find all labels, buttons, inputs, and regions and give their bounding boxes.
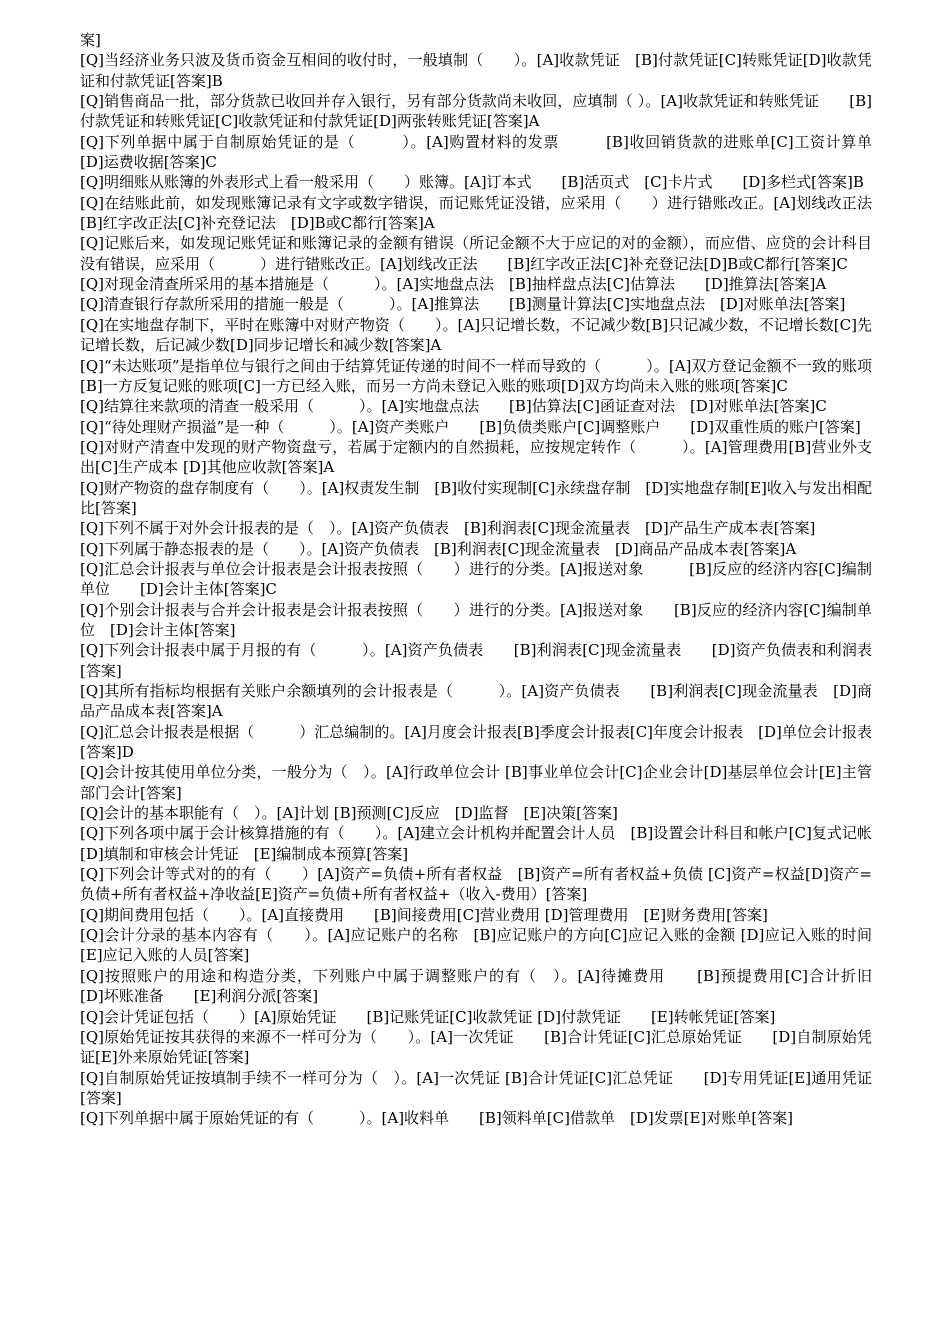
question-paragraph: [Q]汇总会计报表是根据（ ）汇总编制的。[A]月度会计报表[B]季度会计报表[C]年度会计报表 [D]单位会计报表[答案]D [80, 722, 872, 762]
question-paragraph: [Q]会计的基本职能有（ ）。[A]计划 [B]预测[C]反应 [D]监督 [E]决策[答案] [80, 804, 618, 823]
question-paragraph: 案] [80, 31, 101, 49]
question-paragraph: [Q]“未达账项”是指单位与银行之间由于结算凭证传递的时间不一样而导致的（ ）。[A]双方登记金额不一致的账项[B]一方反复记账的账项[C]一方已经入账，而另一方尚未登记入账的账项[D]双方均尚未入账的账项[答案]C [80, 356, 872, 395]
question-paragraph: [Q]记账后来，如发现记账凭证和账簿记录的金额有错误（所记金额不大于应记的对的金额），而应借、应贷的会计科目没有错误，应采用（ ）进行错账改正。[A]划线改正法 [B]红字改正法[C]补充登记法[D]B或C都行[答案]C [80, 234, 872, 273]
question-paragraph: [Q]下列单据中属于自制原始凭证的是（ ）。[A]购置材料的发票 [B]收回销货款的进账单[C]工资计算单 [D]运费收据[答案]C [80, 132, 903, 172]
question-paragraph: [Q]会计凭证包括（ ）[A]原始凭证 [B]记账凭证[C]收款凭证 [D]付款凭证 [E]转帐凭证[答案] [80, 1007, 776, 1026]
document-body [80, 30, 903, 1129]
question-paragraph: [Q]会计按其使用单位分类，一般分为（ ）。[A]行政单位会计 [B]事业单位会计[C]企业会计[D]基层单位会计[E]主管部门会计[答案] [80, 763, 872, 802]
question-paragraph: [Q]对财产清查中发现的财产物资盘亏，若属于定额内的自然损耗，应按规定转作（ ）。[A]管理费用[B]营业外支出[C]生产成本 [D]其他应收款[答案]A [80, 437, 872, 477]
question-paragraph: [Q]对现金清查所采用的基本措施是（ ）。[A]实地盘点法 [B]抽样盘点法[C]估算法 [D]推算法[答案]A [80, 275, 827, 294]
question-paragraph: [Q]会计分录的基本内容有（ ）。[A]应记账户的名称 [B]应记账户的方向[C]应记入账的金额 [D]应记入账的时间[E]应记入账的人员[答案] [80, 926, 872, 965]
question-paragraph: [Q]在实地盘存制下，平时在账簿中对财产物资（ ）。[A]只记增长数，不记减少数[B]只记减少数，不记增长数[C]先记增长数，后记减少数[D]同步记增长和减少数[答案]A [80, 315, 872, 355]
question-paragraph: [Q]下列不属于对外会计报表的是（ ）。[A]资产负债表 [B]利润表[C]现金流量表 [D]产品生产成本表[答案] [80, 519, 816, 538]
question-paragraph: [Q]“待处理财产损溢”是一种（ ）。[A]资产类账户 [B]负债类账户[C]调整账户 [D]双重性质的账户[答案] [80, 417, 861, 436]
question-paragraph: [Q]财产物资的盘存制度有（ ）。[A]权责发生制 [B]收付实现制[C]永续盘存制 [D]实地盘存制[E]收入与发出相配比[答案] [80, 478, 872, 517]
question-paragraph: [Q]下列会计等式对的的有（ ）[A]资产=负债+所有者权益 [B]资产=所有者权益+负债 [C]资产=权益[D]资产=负债+所有者权益+净收益[E]资产=负债+所有者权益+（收入-费用）[答案] [80, 865, 872, 904]
question-paragraph: [Q]结算往来款项的清查一般采用（ ）。[A]实地盘点法 [B]估算法[C]函证查对法 [D]对账单法[答案]C [80, 397, 827, 416]
question-paragraph: [Q]明细账从账簿的外表形式上看一般采用（ ）账簿。[A]订本式 [B]活页式 [C]卡片式 [D]多栏式[答案]B [80, 173, 864, 192]
question-paragraph: [Q]期间费用包括（ ）。[A]直接费用 [B]间接费用[C]营业费用 [D]管理费用 [E]财务费用[答案] [80, 905, 768, 924]
question-paragraph: [Q]自制原始凭证按填制手续不一样可分为（ ）。[A]一次凭证 [B]合计凭证[C]汇总凭证 [D]专用凭证[E]通用凭证[答案] [80, 1068, 872, 1107]
question-paragraph: [Q]下列会计报表中属于月报的有（ ）。[A]资产负债表 [B]利润表[C]现金流量表 [D]资产负债表和利润表[答案] [80, 641, 872, 680]
question-paragraph: [Q]清查银行存款所采用的措施一般是（ ）。[A]推算法 [B]测量计算法[C]实地盘点法 [D]对账单法[答案] [80, 295, 846, 314]
question-paragraph: [Q]销售商品一批，部分货款已收回并存入银行，另有部分货款尚未收回，应填制（ ）。[A]收款凭证和转账凭证 [B]付款凭证和转账凭证[C]收款凭证和付款凭证[D]两张转账凭证[答案]A [80, 92, 872, 131]
question-paragraph: [Q]下列单据中属于原始凭证的有（ ）。[A]收料单 [B]领料单[C]借款单 [D]发票[E]对账单[答案] [80, 1109, 794, 1128]
question-paragraph: [Q]按照账户的用途和构造分类，下列账户中属于调整账户的有（ ）。[A]待摊费用 [B]预提费用[C]合计折旧 [D]坏账准备 [E]利润分派[答案] [80, 966, 903, 1006]
question-paragraph: [Q]下列属于静态报表的是（ ）。[A]资产负债表 [B]利润表[C]现金流量表 [D]商品产品成本表[答案]A [80, 539, 797, 558]
question-paragraph: [Q]其所有指标均根据有关账户余额填列的会计报表是（ ）。[A]资产负债表 [B]利润表[C]现金流量表 [D]商品产品成本表[答案]A [80, 682, 872, 721]
question-paragraph: [Q]在结账此前，如发现账簿记录有文字或数字错误，而记账凭证没错，应采用（ ）进行错账改正。[A]划线改正法 [B]红字改正法[C]补充登记法 [D]B或C都行[答案]A [80, 193, 903, 233]
question-paragraph: [Q]汇总会计报表与单位会计报表是会计报表按照（ ）进行的分类。[A]报送对象 [B]反应的经济内容[C]编制单位 [D]会计主体[答案]C [80, 559, 872, 599]
question-paragraph: [Q]当经济业务只波及货币资金互相间的收付时，一般填制（ ）。[A]收款凭证 [B]付款凭证[C]转账凭证[D]收款凭证和付款凭证[答案]B [80, 51, 872, 90]
question-paragraph: [Q]原始凭证按其获得的来源不一样可分为（ ）。[A]一次凭证 [B]合计凭证[C]汇总原始凭证 [D]自制原始凭证[E]外来原始凭证[答案] [80, 1027, 872, 1067]
question-paragraph: [Q]个别会计报表与合并会计报表是会计报表按照（ ）进行的分类。[A]报送对象 [B]反应的经济内容[C]编制单位 [D]会计主体[答案] [80, 600, 872, 639]
question-paragraph: [Q]下列各项中属于会计核算措施的有（ ）。[A]建立会计机构并配置会计人员 [B]设置会计科目和帐户[C]复式记帐[D]填制和审核会计凭证 [E]编制成本预算[答案] [80, 824, 872, 863]
